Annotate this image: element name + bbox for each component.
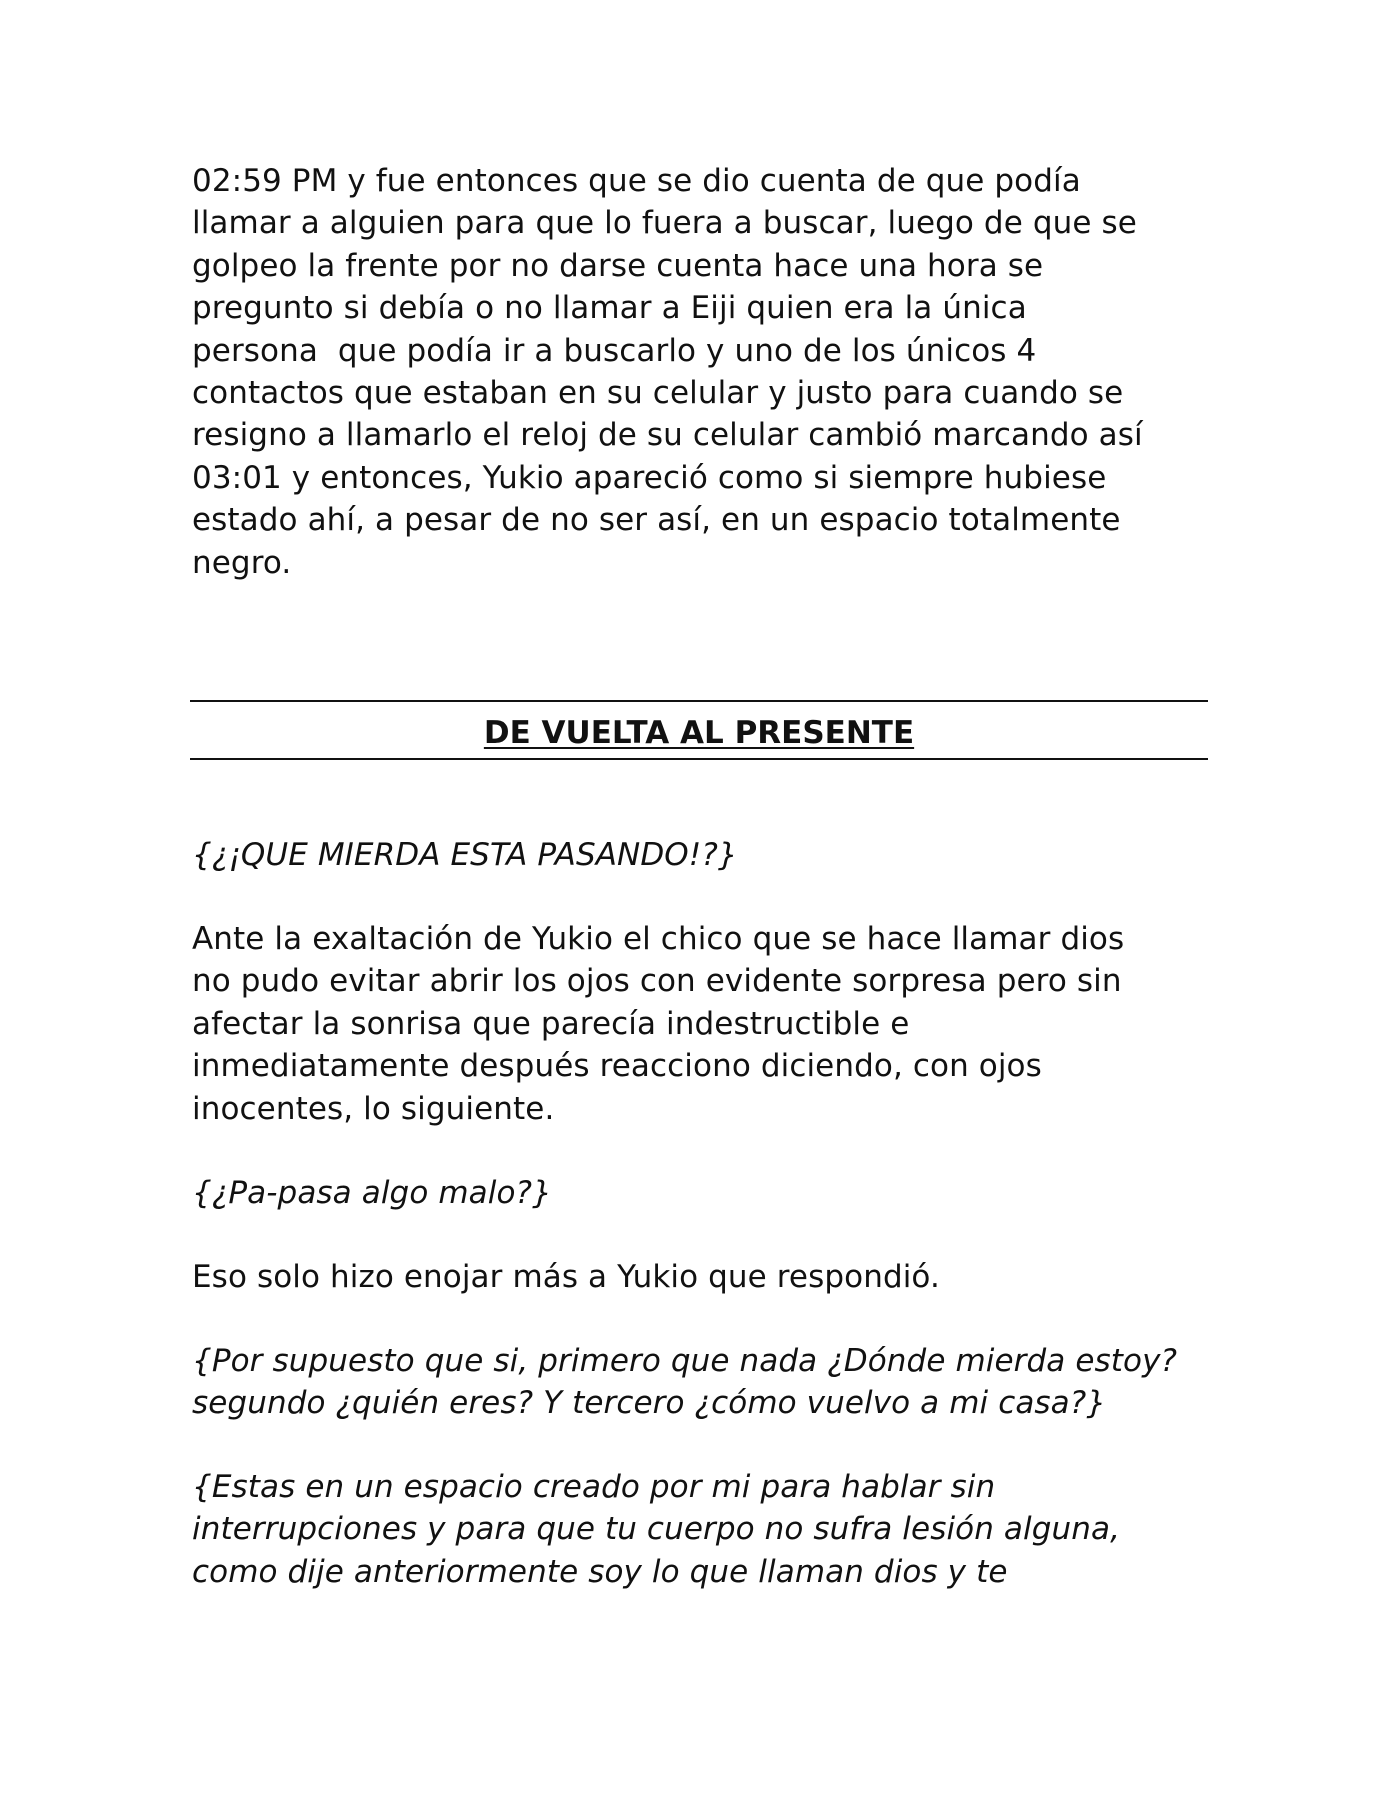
text-line: no pudo evitar abrir los ojos con evidente sorpresa pero sin: [192, 963, 1122, 1000]
text-line: inocentes, lo siguiente.: [192, 1090, 555, 1127]
text-line: 03:01 y entonces, Yukio apareció como si siempre hubiese: [192, 459, 1107, 496]
text-line: Ante la exaltación de Yukio el chico que se hace llamar dios: [192, 921, 1125, 957]
text-line: llamar a alguien para que lo fuera a buscar, luego de que se: [192, 205, 1137, 242]
dialogue-text: [192, 834, 1232, 876]
narration-paragraph: [192, 1256, 1232, 1298]
text-line: interrupciones y para que tu cuerpo no sufra lesión alguna,: [192, 1511, 1121, 1548]
paragraph-text: [192, 160, 1232, 584]
text-line: {Estas en un espacio creado por mi para hablar sin: [192, 1469, 996, 1505]
text-line: 02:59 PM y fue entonces que se dio cuenta de que podía: [192, 163, 1081, 199]
text-line: inmediatamente después reacciono diciendo, con ojos: [192, 1048, 1042, 1085]
text-line: negro.: [192, 544, 292, 581]
paragraph-text: [192, 918, 1232, 1130]
section-title: DE VUELTA AL PRESENTE: [483, 715, 915, 751]
dialogue-line: [192, 1172, 1232, 1214]
text-line: resigno a llamarlo el reloj de su celular cambió marcando así: [192, 417, 1143, 454]
text-line: segundo ¿quién eres? Y tercero ¿cómo vuelvo a mi casa?}: [192, 1385, 1107, 1422]
intro-paragraph: [192, 160, 1232, 584]
narration-paragraph: [192, 918, 1232, 1130]
dialogue-text: [192, 1340, 1232, 1425]
dialogue-paragraph: [192, 1466, 1232, 1593]
section-divider-top: [190, 700, 1208, 702]
dialogue-text: [192, 1466, 1232, 1593]
text-line: afectar la sonrisa que parecía indestructible e: [192, 1005, 910, 1042]
text-line: estado ahí, a pesar de no ser así, en un espacio totalmente: [192, 502, 1121, 539]
section-divider-bottom: [190, 758, 1208, 760]
text-line: pregunto si debía o no llamar a Eiji quien era la única: [192, 290, 1027, 327]
dialogue-text: [192, 1172, 1232, 1214]
text-line: contactos que estaban en su celular y justo para cuando se: [192, 375, 1124, 412]
dialogue-paragraph: [192, 1340, 1232, 1425]
text-line: persona que podía ir a buscarlo y uno de los únicos 4: [192, 332, 1037, 369]
text-line: como dije anteriormente soy lo que llaman dios y te: [192, 1553, 1008, 1590]
dialogue-line: [192, 834, 1232, 876]
text-line: {¿Pa-pasa algo malo?}: [192, 1175, 552, 1211]
text-line: golpeo la frente por no darse cuenta hace una hora se: [192, 247, 1044, 284]
text-line: Eso solo hizo enojar más a Yukio que respondió.: [192, 1259, 940, 1295]
text-line: {Por supuesto que si, primero que nada ¿Dónde mierda estoy?: [192, 1343, 1178, 1379]
text-line: {¿¡QUE MIERDA ESTA PASANDO!?}: [192, 837, 738, 873]
paragraph-text: [192, 1256, 1232, 1298]
